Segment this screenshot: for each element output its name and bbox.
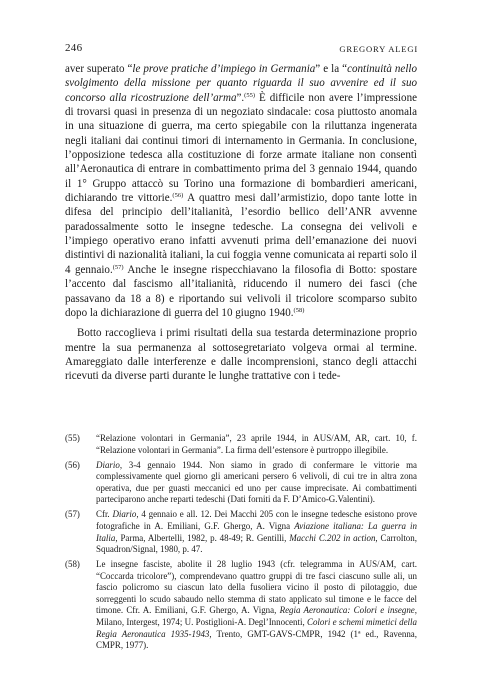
footnote: [65, 433, 417, 456]
footnote-number: (55): [65, 433, 80, 443]
italic-text: Regia Aeronautica: Colori e insegne: [279, 605, 415, 616]
footnote-text: [96, 509, 417, 555]
running-head: GREGORY ALEGI: [339, 44, 418, 54]
footnote-text: [96, 460, 417, 506]
page-number: 246: [65, 42, 83, 54]
text-run: , 3-4 gennaio 1944. Non siamo in grado di confermare le vittorie ma complessivamente quel giorno gli americani persero 6 velivoli, di cui tre in altra zona operativa, due per guasti meccanici ed uno per cause imprecisate. Ai combattimenti parteciparono anche reparti tedeschi (Dati forniti da F. D’Amico-G.Valentini).: [96, 459, 417, 505]
footnote: [65, 559, 417, 651]
footnote-text: [96, 559, 417, 651]
text-run: , Carrolton, Squadron/Signal, 1980, p. 47.: [96, 532, 417, 555]
italic-text: Colori e schemi mimetici della Regia Aeronautica 1935-1943: [96, 616, 417, 639]
italic-text: Diario: [112, 509, 137, 520]
italic-text: le prove pratiche d’impiego in Germania: [132, 63, 316, 75]
italic-text: Diario: [96, 459, 120, 470]
footnote-text: [96, 433, 417, 456]
note-reference: (55): [244, 91, 255, 99]
footnote-number: (58): [65, 559, 80, 570]
text-run: , Parma, Albertelli, 1982, p. 48-49; R. Gentilli,: [115, 532, 290, 543]
footnotes: [65, 433, 417, 655]
text-run: Le insegne fasciste, abolite il 28 luglio 1943 (cfr. telegramma in AUS/AM, cart. “Coccarda tricolore”), comprendevano quattro gruppi di tre fasci ciascuno sulle ali, un fascio policromo su ciascun lato della fusoliera vicino il posto di pilotaggio, due sorreggenti lo scudo sabaudo nello stemma di stato applicato sul timone e le facce del timone. Cfr. A. Emiliani, G.F. Ghergo, A. Vigna,: [96, 559, 417, 616]
text-run: Anche le insegne rispecchiavano la filosofia di Botto: spostare l’accento dal fascismo all’italianità, riducendo il numero dei fasci (che passavano da 18 a 8) e riportando sui velivoli il tricolore scomparso subito dopo la dichiarazione di guerra del 10 giugno 1940.: [65, 263, 417, 319]
text-run: , Trento, GMT-GAVS-CMPR, 1942 (1ª ed., Ravenna, CMPR, 1977).: [96, 628, 417, 651]
main-text: [65, 62, 417, 384]
text-run: Cfr.: [96, 509, 113, 520]
text-run: A quattro mesi dall’armistizio, dopo tante lotte in difesa del principio dell’italianità, l’esordio bellico dell’ANR avvenne paradossalmente sotto le insegne tedesche. La consegna dei velivoli e l’impiego operativo erano infatti avvenuti prima dell’emanazione dei nuovi distintivi di nazionalità italiani, la cui foggia venne comunicata ai reparti solo il 4 gennaio.: [65, 192, 417, 276]
note-reference: (56): [172, 192, 184, 200]
text-run: , 4 gennaio e all. 12. Dei Macchi 205 con le insegne tedesche esistono prove fotografiche in A. Emiliani, G.F. Ghergo, A. Vigna: [96, 509, 418, 532]
text-run: “Relazione volontari in Germania”, 23 aprile 1944, in AUS/AM, AR, cart. 10, f. “Relazione volontari in Germania”. La firma dell’estensore è purtroppo illegibile.: [96, 433, 417, 455]
text-run: , Milano, Intergest, 1974; U. Postiglioni-A. Degl’Innocenti,: [96, 605, 417, 627]
footnote: [65, 509, 417, 555]
footnote-number: (57): [65, 509, 80, 520]
text-run: ” e la “: [315, 63, 348, 75]
note-reference: (58): [293, 306, 305, 314]
body-paragraph: [65, 326, 417, 383]
text-run: Botto raccoglieva i primi risultati della sua testarda determinazione proprio mentre la sua permanenza al sottosegretariato volgeva ormai al termine. Amareggiato dalle interferenze e dalle incomprensioni, stanco degli attacchi ricevuti da diverse parti durante le lunghe trattative con i tede-: [65, 327, 417, 383]
text-run: È difficile non avere l’impressione di trovarsi quasi in presenza di un negoziato sindacale: cosa piuttosto anomala in una situazione di guerra, ma certo spiegabile con la riluttanza ingenerata negli italiani dai continui timori di internamento in Germania. In conclusione, l’opposizione tedesca alla costituzione di forze armate italiane non consentì all’Aeronautica di entrare in combattimento prima del 3 gennaio 1944, quando il 1° Gruppo attaccò su Torino una formazione di bombardieri americani, dichiarando tre vittorie.: [65, 91, 417, 205]
text-run: ”.: [236, 91, 245, 104]
italic-text: Macchi C.202 in action: [289, 532, 376, 543]
italic-text: continuità nello svolgimento della missione per quanto riguarda il suo avvenire ed il suo concorso alla ricostruzione dell’arma: [65, 63, 417, 104]
body-paragraph: [65, 62, 417, 320]
text-run: aver superato “: [65, 63, 133, 75]
footnote-number: (56): [65, 459, 80, 470]
footnote: [65, 460, 417, 506]
italic-text: Aviazione italiana: La guerra in Italia: [96, 521, 417, 543]
note-reference: (57): [112, 263, 124, 271]
